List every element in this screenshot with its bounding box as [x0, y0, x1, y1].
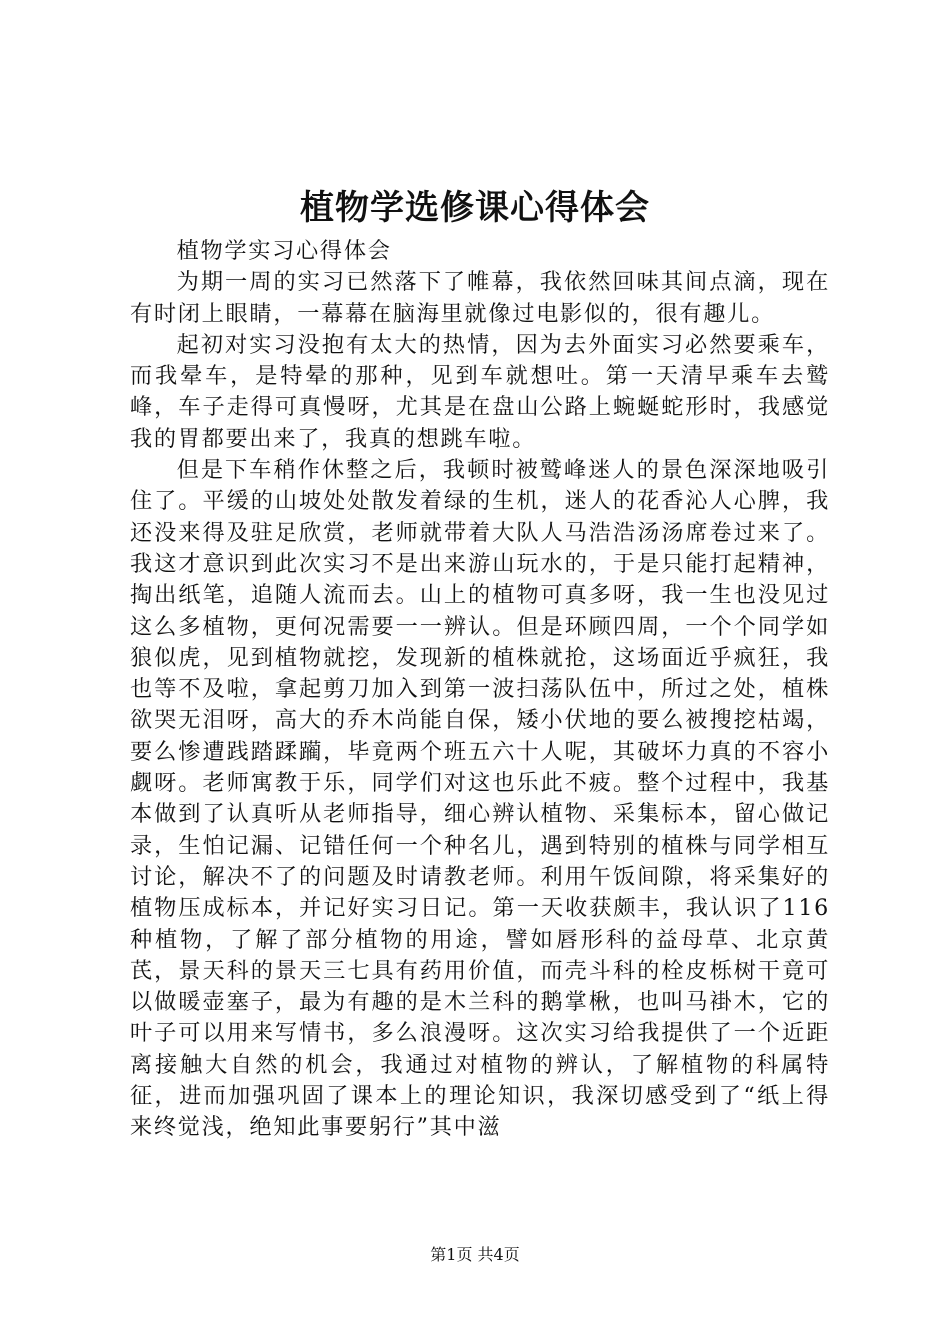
document-body: [130, 236, 830, 1144]
paragraph-subtitle: 植物学实习心得体会: [176, 238, 392, 264]
paragraph: 但是下车稍作休整之后，我顿时被鹫峰迷人的景色深深地吸引住了。平缓的山坡处处散发着绿的生机，迷人的花香沁人心脾，我还没来得及驻足欣赏，老师就带着大队人马浩浩汤汤席卷过来了。我这才意识到此次实习不是出来游山玩水的，于是只能打起精神，掏出纸笔，追随人流而去。山上的植物可真多呀，我一生也没见过这么多植物，更何况需要一一辨认。但是环顾四周，一个个同学如狼似虎，见到植物就挖，发现新的植株就抢，这场面近乎疯狂，我也等不及啦，拿起剪刀加入到第一波扫荡队伍中，所过之处，植株欲哭无泪呀，高大的乔木尚能自保，矮小伏地的要么被搜挖枯竭，要么惨遭践踏蹂躏，毕竟两个班五六十人呢，其破坏力真的不容小觑呀。老师寓教于乐，同学们对这也乐此不疲。整个过程中，我基本做到了认真听从老师指导，细心辨认植物、采集标本，留心做记录，生怕记漏、记错任何一个种名儿，遇到特别的植株与同学相互讨论，解决不了的问题及时请教老师。利用午饭间隙，将采集好的植物压成标本，并记好实习日记。第一天收获颇丰，我认识了116种植物，了解了部分植物的用途，譬如唇形科的益母草、北京黄芪，景天科的景天三七具有药用价值，而壳斗科的栓皮栎树干竟可以做暖壶塞子，最为有趣的是木兰科的鹅掌楸，也叫马褂木，它的叶子可以用来写情书，多么浪漫呀。这次实习给我提供了一个近距离接触大自然的机会，我通过对植物的辨认，了解植物的科属特征，进而加强巩固了课本上的理论知识，我深切感受到了“纸上得来终觉浅，绝知此事要躬行”其中滋: [130, 457, 830, 1141]
page-footer: 第1页 共4页: [430, 1245, 520, 1264]
page-title: 植物学选修课心得体会: [300, 188, 650, 228]
paragraph: 起初对实习没抱有太大的热情，因为去外面实习必然要乘车，而我晕车，是特晕的那种，见到车就想吐。第一天清早乘车去鹫峰，车子走得可真慢呀，尤其是在盘山公路上蜿蜒蛇形时，我感觉我的胃都要出来了，我真的想跳车啦。: [130, 331, 830, 452]
paragraph: 为期一周的实习已然落下了帷幕，我依然回味其间点滴，现在有时闭上眼睛，一幕幕在脑海里就像过电影似的，很有趣儿。: [130, 269, 830, 327]
